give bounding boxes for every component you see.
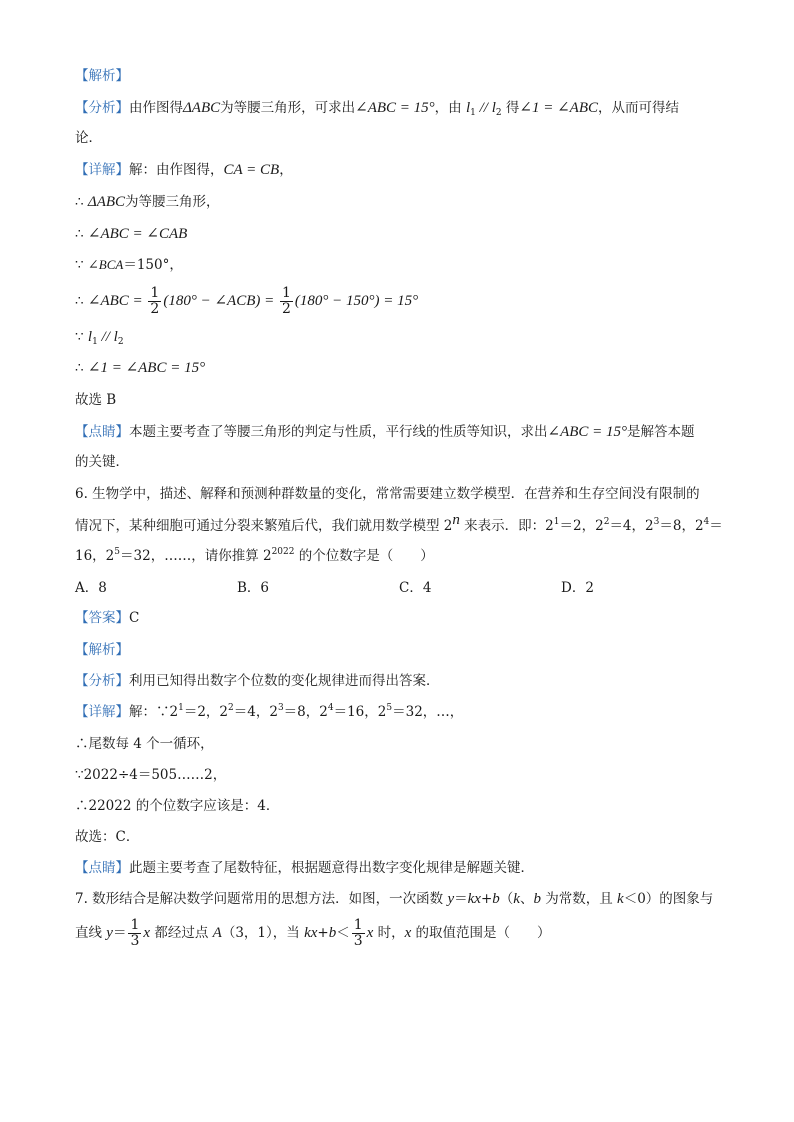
text: 由作图得 bbox=[129, 100, 183, 116]
section-tag: 【答案】 bbox=[75, 610, 129, 626]
superscript: 2 bbox=[603, 517, 610, 527]
text: ＝4，2 bbox=[233, 704, 278, 720]
text: 来表示．即：2 bbox=[459, 518, 554, 534]
subscript: 1 bbox=[92, 337, 98, 347]
fraction bbox=[148, 286, 161, 317]
subscript: 2 bbox=[495, 108, 502, 118]
math-expr: // l bbox=[475, 100, 496, 116]
proof-step bbox=[75, 358, 724, 378]
comment-line-1 bbox=[75, 422, 724, 442]
therefore-symbol: ∴ bbox=[75, 293, 88, 309]
answer-value: C bbox=[129, 610, 140, 626]
fraction-denominator: 2 bbox=[150, 301, 160, 317]
text: ＝ bbox=[709, 518, 723, 534]
math-expr: ΔABC bbox=[87, 194, 126, 210]
therefore-symbol: ∴ bbox=[75, 360, 88, 376]
math-var: k bbox=[513, 891, 520, 907]
question-6-line-3 bbox=[75, 546, 724, 566]
superscript: 2 bbox=[228, 703, 234, 713]
math-var: x bbox=[143, 925, 151, 941]
text: ＝32，…， bbox=[392, 704, 464, 720]
superscript: 5 bbox=[386, 703, 393, 713]
analysis-header-1 bbox=[75, 66, 724, 86]
fraction-numerator: 1 bbox=[150, 285, 160, 301]
math-var: x bbox=[404, 925, 412, 941]
option-a: A．8 bbox=[75, 580, 107, 596]
superscript: 1 bbox=[553, 517, 560, 527]
math-expr: ∠ABC = 15° bbox=[355, 100, 435, 116]
math-expr: ∠1 = ∠ABC bbox=[519, 100, 599, 116]
superscript: 5 bbox=[114, 547, 121, 557]
text: ＜0）的图象与 bbox=[623, 891, 714, 907]
section-tag: 【详解】 bbox=[75, 162, 129, 178]
superscript: n bbox=[452, 512, 460, 528]
text: ＝8，2 bbox=[659, 518, 704, 534]
math-expr: ∠ABC = 15° bbox=[547, 424, 628, 440]
question-6-line-1 bbox=[75, 484, 724, 504]
therefore-symbol: ∴ bbox=[75, 194, 88, 210]
superscript: 3 bbox=[653, 517, 660, 527]
section-tag: 【详解】 bbox=[75, 704, 129, 720]
choice-line-1 bbox=[75, 390, 724, 410]
superscript: 4 bbox=[703, 517, 710, 527]
text: ∴22022 的个位数字应该是：4． bbox=[75, 798, 280, 814]
choice-line-2 bbox=[75, 827, 724, 847]
fraction-numerator: 1 bbox=[130, 917, 140, 933]
fraction-numerator: 1 bbox=[281, 285, 291, 301]
text: ，由 bbox=[434, 100, 462, 116]
detail-line-2 bbox=[75, 702, 724, 722]
math-expr: ∠BCA bbox=[87, 257, 124, 272]
math-var: kx bbox=[304, 925, 318, 941]
proof-step bbox=[75, 765, 724, 785]
section-tag: 【点睛】 bbox=[75, 860, 129, 876]
question-6-line-2 bbox=[75, 512, 724, 536]
comment-line-2 bbox=[75, 858, 724, 878]
text: 解：由作图得， bbox=[129, 162, 224, 178]
math-expr: l bbox=[87, 329, 93, 345]
proof-step bbox=[75, 734, 724, 754]
text: ＝ bbox=[112, 925, 127, 941]
fraction-denominator: 2 bbox=[281, 301, 291, 317]
math-var: b bbox=[533, 891, 541, 907]
section-tag: 【解析】 bbox=[75, 68, 129, 84]
fraction bbox=[128, 918, 141, 949]
proof-step-fraction bbox=[75, 284, 724, 318]
text: 解：∵2 bbox=[129, 704, 179, 720]
text: ， bbox=[279, 162, 293, 178]
text: 都经过点 bbox=[150, 925, 213, 941]
text: 时， bbox=[373, 925, 405, 941]
text: 直线 bbox=[75, 925, 107, 941]
text: 为等腰三角形，可求出 bbox=[220, 100, 356, 116]
superscript: 1 bbox=[178, 703, 184, 713]
text: ∵2022÷4＝505……2， bbox=[75, 767, 227, 783]
text: 利用已知得出数字个位数的变化规律进而得出答案． bbox=[129, 673, 440, 689]
fraction-denominator: 3 bbox=[130, 933, 140, 949]
text: 的取值范围是（ ） bbox=[411, 925, 551, 941]
fraction-denominator: 3 bbox=[353, 933, 363, 949]
analysis-line-2 bbox=[75, 671, 724, 691]
fraction bbox=[352, 918, 365, 949]
text: ∴尾数每 4 个一循环， bbox=[75, 736, 214, 752]
math-expr: ∠1 = ∠ABC = 15° bbox=[87, 360, 206, 376]
superscript: 2022 bbox=[271, 547, 295, 557]
question-6-options bbox=[75, 578, 724, 598]
text: 为常数，且 bbox=[540, 891, 618, 907]
math-var: A bbox=[212, 925, 222, 941]
text: ，从而可得结 bbox=[598, 100, 680, 116]
analysis-header-2 bbox=[75, 640, 724, 660]
math-expr: CA = CB bbox=[223, 162, 280, 178]
text: ＝8，2 bbox=[283, 704, 328, 720]
math-expr: (180° − 150°) = 15° bbox=[294, 293, 419, 309]
math-var: y bbox=[106, 925, 113, 941]
section-tag: 【点睛】 bbox=[75, 424, 129, 440]
subscript: 1 bbox=[470, 108, 476, 118]
math-var: kx bbox=[467, 891, 481, 907]
text: + bbox=[480, 891, 493, 907]
text: 的关键． bbox=[75, 454, 129, 470]
math-var: y bbox=[447, 891, 455, 907]
text: + bbox=[317, 925, 329, 941]
superscript: 3 bbox=[277, 703, 284, 713]
section-tag: 【解析】 bbox=[75, 642, 129, 658]
detail-line-1 bbox=[75, 160, 724, 180]
text: 得 bbox=[505, 100, 520, 116]
math-expr: ∠ABC = bbox=[87, 293, 147, 309]
text: （3，1），当 bbox=[221, 925, 305, 941]
text: ＝32，……，请你推算 2 bbox=[120, 548, 272, 564]
text: 故选 B bbox=[75, 392, 117, 408]
math-var: b bbox=[492, 891, 500, 907]
question-7-line-2 bbox=[75, 916, 724, 950]
fraction-numerator: 1 bbox=[353, 917, 363, 933]
text: ＝2，2 bbox=[559, 518, 604, 534]
because-symbol: ∵ bbox=[75, 257, 88, 273]
math-var: k bbox=[617, 891, 624, 907]
text: ＝2，2 bbox=[183, 704, 229, 720]
text: 是解答本题 bbox=[627, 424, 695, 440]
math-var: x bbox=[366, 925, 374, 941]
proof-step bbox=[75, 796, 724, 816]
math-expr: // l bbox=[97, 329, 118, 345]
question-7-line-1 bbox=[75, 889, 724, 909]
option-d: D．2 bbox=[561, 580, 594, 596]
text: 情况下，某种细胞可通过分裂来繁殖后代，我们就用数学模型 2 bbox=[75, 518, 453, 534]
subscript: 2 bbox=[117, 337, 124, 347]
text: 6. 生物学中，描述、解释和预测种群数量的变化，常常需要建立数学模型．在营养和生存空间没有限制的 bbox=[75, 486, 700, 502]
math-var: b bbox=[328, 925, 337, 941]
text: 本题主要考查了等腰三角形的判定与性质，平行线的性质等知识，求出 bbox=[129, 424, 548, 440]
text: ＜ bbox=[336, 925, 350, 941]
text: 、 bbox=[519, 891, 534, 907]
section-tag: 【分析】 bbox=[75, 673, 129, 689]
math-expr: l bbox=[465, 100, 471, 116]
math-expr: ∠ABC = ∠CAB bbox=[87, 226, 188, 242]
text: 的个位数字是（ ） bbox=[294, 548, 434, 564]
analysis-line-1 bbox=[75, 98, 724, 118]
proof-step bbox=[75, 192, 724, 212]
text: 16，2 bbox=[75, 548, 115, 564]
text: 为等腰三角形， bbox=[125, 194, 220, 210]
text: 论． bbox=[75, 130, 102, 146]
option-b: B．6 bbox=[237, 580, 270, 596]
comment-line-1-cont bbox=[75, 452, 724, 472]
fraction bbox=[280, 286, 293, 317]
therefore-symbol: ∴ bbox=[75, 226, 88, 242]
text: ＝ bbox=[454, 891, 468, 907]
superscript: 4 bbox=[327, 703, 334, 713]
proof-step bbox=[75, 327, 724, 347]
text: ＝16，2 bbox=[333, 704, 387, 720]
proof-step bbox=[75, 255, 724, 275]
text: 7. 数形结合是解决数学问题常用的思想方法．如图，一次函数 bbox=[75, 891, 448, 907]
math-expr: (180° − ∠ACB) = bbox=[163, 293, 278, 309]
because-symbol: ∵ bbox=[75, 329, 88, 345]
proof-step bbox=[75, 224, 724, 244]
text: ＝4，2 bbox=[609, 518, 654, 534]
text: 此题主要考查了尾数特征，根据题意得出数字变化规律是解题关键． bbox=[129, 860, 534, 876]
text: 故选：C． bbox=[75, 829, 140, 845]
math-expr: ΔABC bbox=[183, 100, 221, 116]
answer-line bbox=[75, 608, 724, 628]
analysis-line-1-cont bbox=[75, 128, 724, 148]
text: ＝150°， bbox=[123, 257, 183, 273]
text: （ bbox=[499, 891, 514, 907]
option-c: C．4 bbox=[399, 580, 432, 596]
section-tag: 【分析】 bbox=[75, 100, 129, 116]
